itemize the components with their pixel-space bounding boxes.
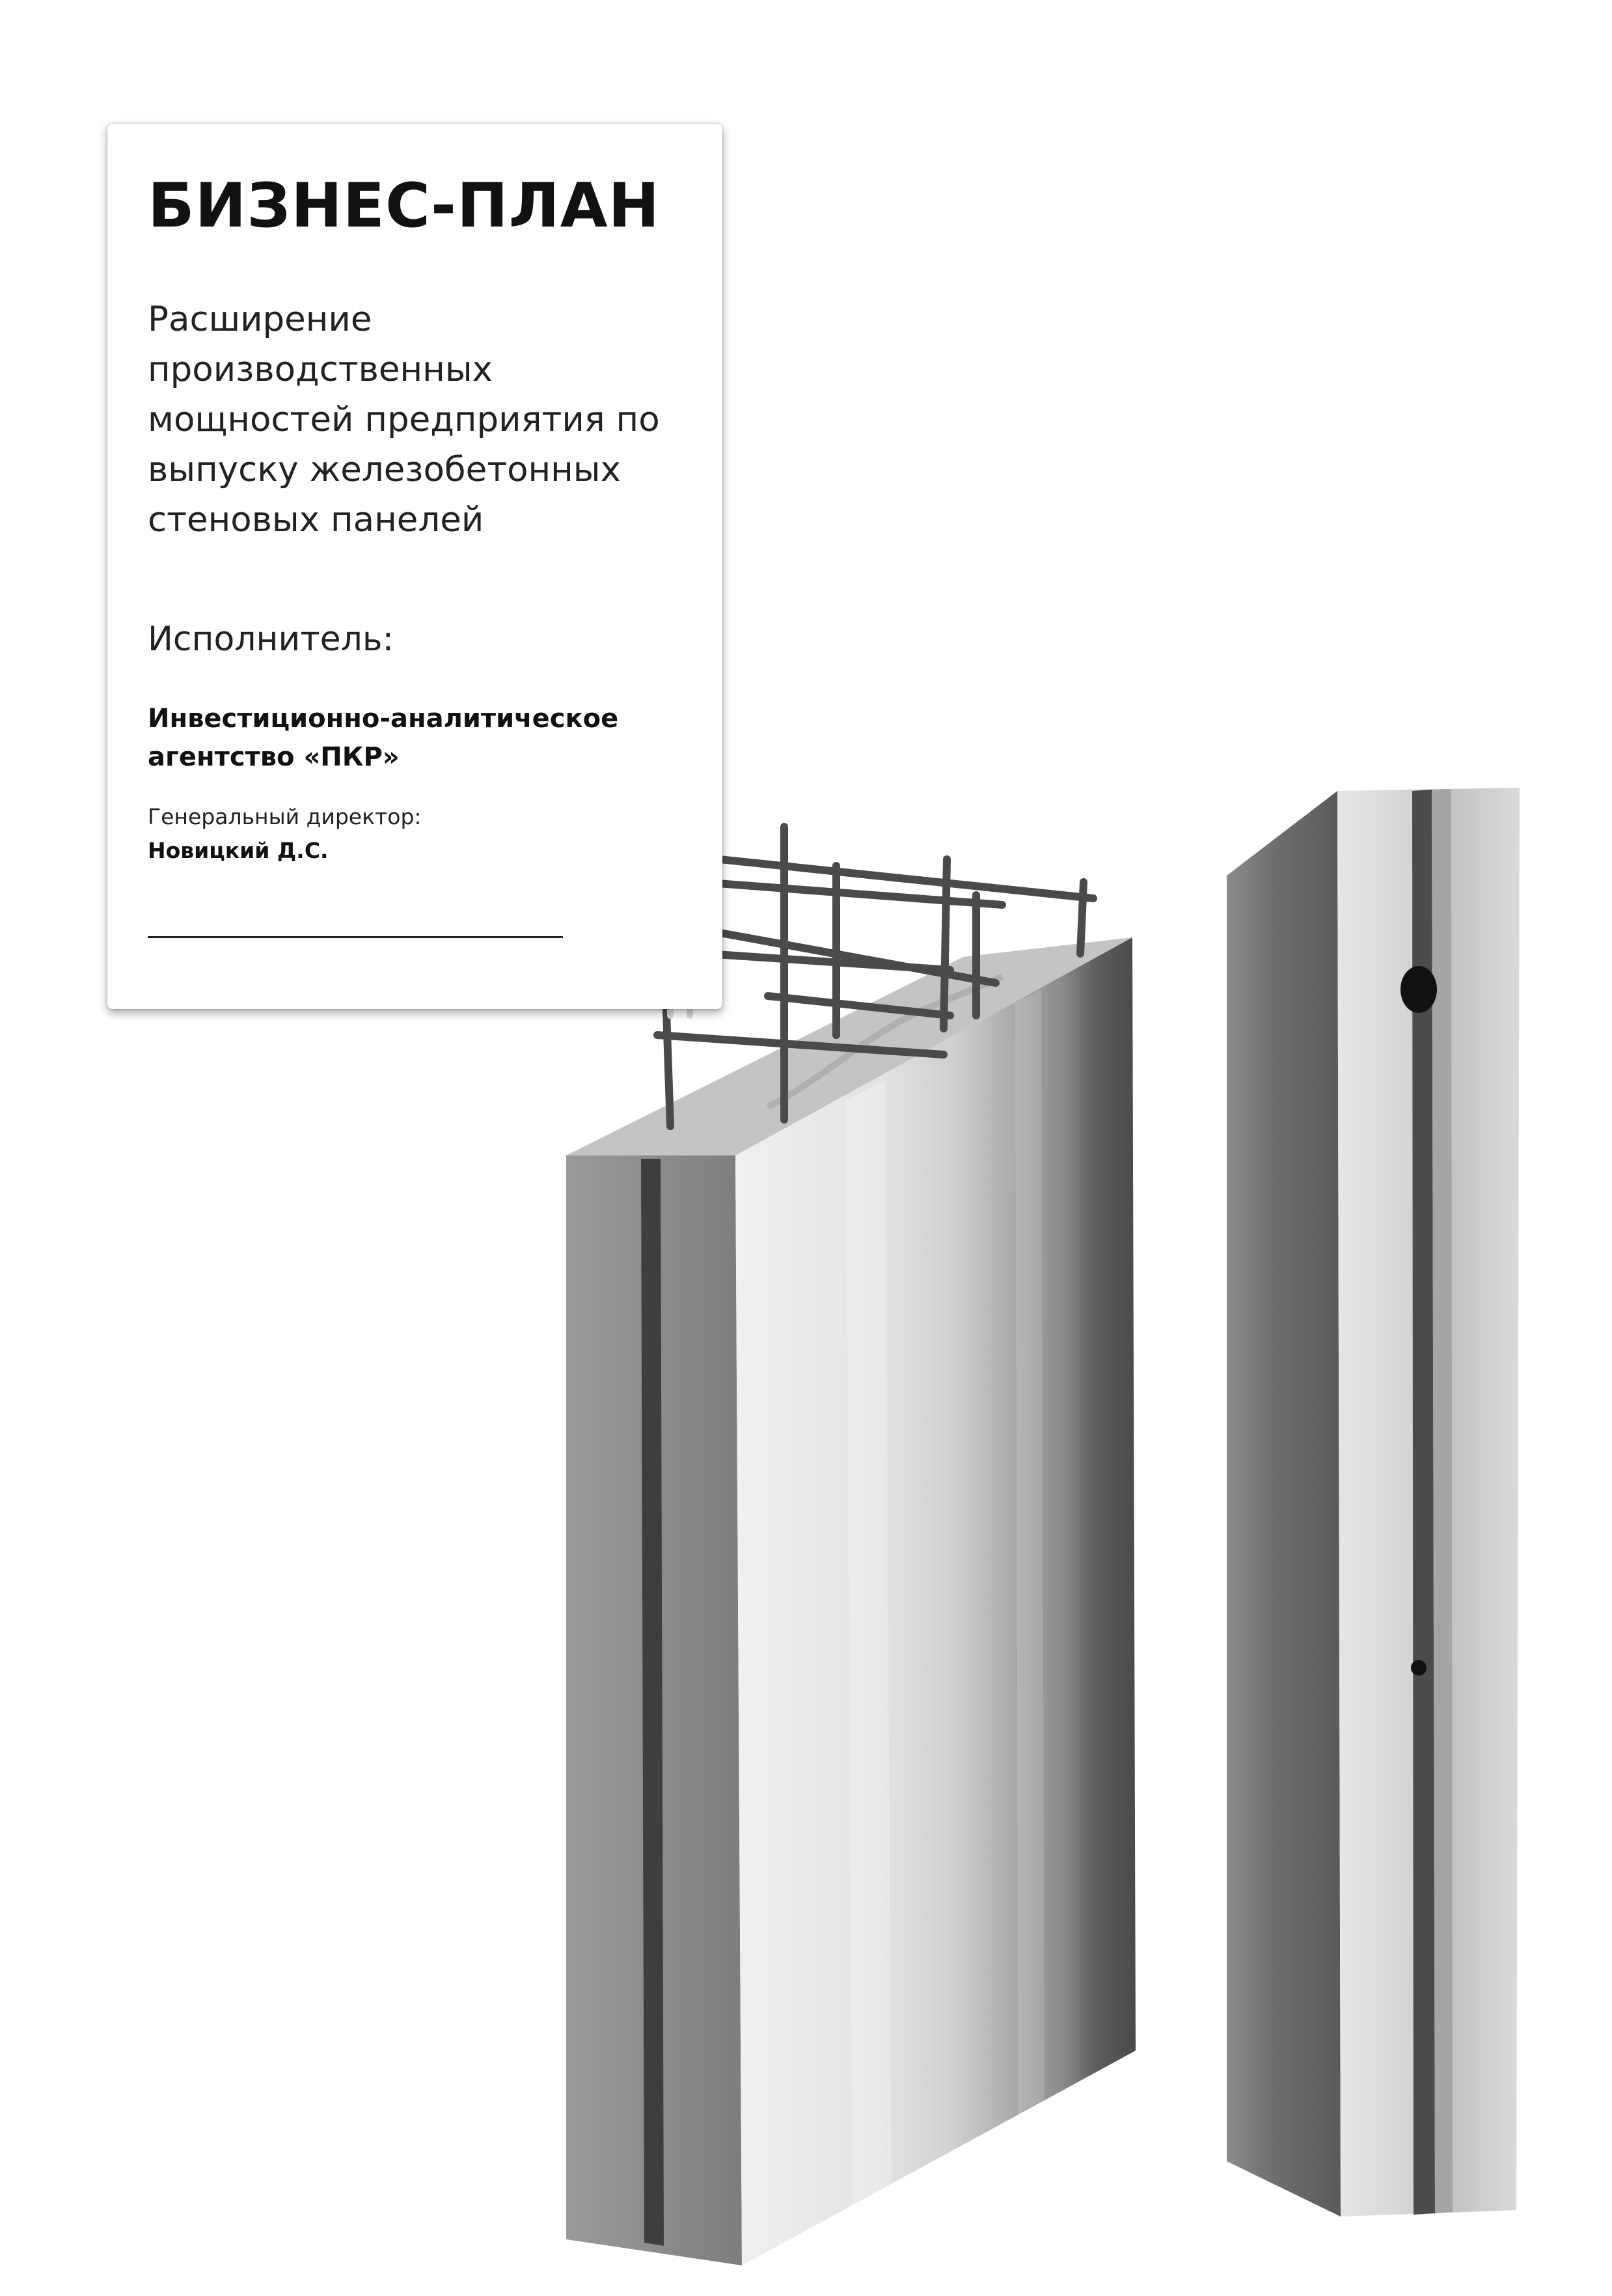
right-wall-panel: [1227, 788, 1520, 2217]
signature-line: [148, 936, 563, 938]
director-name: Новицкий Д.С.: [148, 838, 329, 863]
left-wall-panel: [566, 937, 1136, 2265]
executor-label: Исполнитель:: [148, 620, 394, 659]
director-label: Генеральный директор:: [148, 804, 422, 829]
document-title: БИЗНЕС-ПЛАН: [148, 171, 661, 242]
document-subtitle: Расширение производственных мощностей предприятия по выпуску железобетонных стеновых панелей: [148, 299, 660, 540]
title-card: [107, 124, 722, 1009]
agency-name: Инвестиционно-аналитическое агентство «ПКР»: [148, 704, 619, 772]
